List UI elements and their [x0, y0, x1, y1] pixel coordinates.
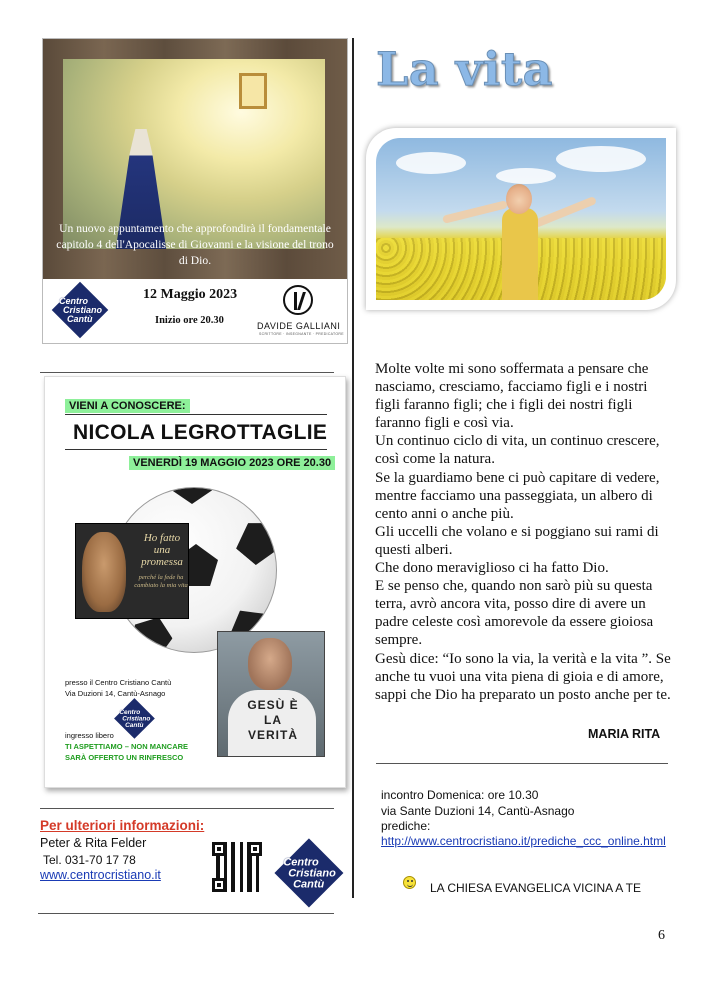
- heavenly-door-icon: [239, 73, 267, 109]
- come-to-meet-label: VIENI A CONOSCERE:: [65, 399, 190, 413]
- qr-code-icon: [212, 842, 262, 892]
- article-photo-frame: [366, 128, 676, 310]
- davide-galliani-logo-icon: [283, 285, 313, 315]
- rule-right: [376, 763, 668, 764]
- event-flyer-apocalisse: [42, 38, 348, 344]
- shirt-text: GESÙ È LA VERITÀ: [247, 698, 299, 742]
- article-paragraph: Gli uccelli che volano e si poggiano sui rami di questi alberi.: [375, 523, 659, 558]
- column-divider: [352, 38, 354, 898]
- contact-phone: Tel. 031-70 17 78: [43, 853, 136, 867]
- free-entry: ingresso libero: [65, 731, 114, 740]
- flyer-rule: [65, 449, 327, 450]
- centro-cristiano-logo: Centro Cristiano Cantù: [276, 840, 342, 906]
- website-link[interactable]: www.centrocristiano.it: [40, 868, 161, 882]
- flyer-caption: Un nuovo appuntamento che approfondirà il fondamentale capitolo 4 dell'Apocalisse di Giovanni e la visione del trono di Dio.: [56, 222, 334, 267]
- centro-cristiano-logo: Centro Cristiano Cantù: [53, 283, 107, 337]
- article-author: MARIA RITA: [588, 727, 661, 741]
- book-subtitle: perché la fede ha cambiato la mia vita: [134, 574, 188, 589]
- flyer-rule: [65, 414, 327, 415]
- sponsor-subtitle: SCRITTORE · INSEGNANTE · PREDICATORE: [259, 332, 344, 336]
- article-paragraph: Molte volte mi sono soffermata a pensare che nasciamo, cresciamo, facciamo figli e i nostri figli faranno figli; che i figli dei nostri figli faranno figli e così via.: [375, 361, 649, 432]
- speaker-name: NICOLA LEGROTTAGLIE: [73, 421, 328, 444]
- article-paragraph: Che dono meraviglioso ci ha fatto Dio.: [375, 560, 609, 577]
- smiley-icon: [403, 876, 416, 889]
- event-datetime: VENERDÌ 19 MAGGIO 2023 ORE 20.30: [129, 456, 335, 470]
- book-cover: [75, 523, 189, 619]
- article-paragraph: Un continuo ciclo di vita, un continuo crescere, così come la natura.: [375, 433, 660, 468]
- girl-in-field-photo: [376, 138, 666, 300]
- rule-left-mid: [40, 808, 334, 809]
- event-date: 12 Maggio 2023: [143, 287, 238, 302]
- article-paragraph: Se la guardiamo bene ci può capitare di vedere, mentre facciamo una passeggiata, un albero di cento anni o anche più.: [375, 469, 660, 522]
- flyer-wood-background: [43, 39, 347, 279]
- book-title: Ho fatto una promessa: [141, 532, 183, 568]
- centro-cristiano-logo: Centro Cristiano Cantù: [115, 699, 154, 738]
- flyer-info-strip: [43, 279, 347, 343]
- event-flyer-legrottaglie: [44, 376, 346, 788]
- rule-left-bottom: [38, 913, 334, 914]
- event-time: Inizio ore 20.30: [155, 315, 224, 326]
- rule-left-top: [40, 372, 334, 373]
- article-paragraph: Gesù dice: “Io sono la via, la verità e la vita ”. Se anche tu vuoi una vita piena di gioia e di amore, sappi che Dio ha preparato un posto anche per te.: [375, 650, 671, 703]
- church-tagline: LA CHIESA EVANGELICA VICINA A TE: [430, 881, 641, 895]
- article-paragraph: E se penso che, quando non sarò più su questa terra, avrò ancora vita, posso dire di avere un padre celeste così amorevole da essere gioiosa sempre.: [375, 578, 654, 649]
- sponsor-name: DAVIDE GALLIANI: [257, 321, 341, 331]
- service-info: incontro Domenica: ore 10.30 via Sante Duzioni 14, Cantù-Asnago prediche:: [381, 788, 575, 833]
- event-address: presso il Centro Cristiano Cantù Via Duzioni 14, Cantù-Asnago: [65, 678, 172, 698]
- article-body: [375, 360, 675, 704]
- sermons-link[interactable]: http://www.centrocristiano.it/prediche_ccc_online.html: [381, 834, 666, 848]
- contact-names: Peter & Rita Felder: [40, 836, 147, 850]
- author-portrait: [82, 532, 126, 612]
- speaker-photo: [217, 631, 325, 757]
- page-number: 6: [658, 928, 665, 943]
- article-title: La vita: [376, 42, 553, 96]
- event-invite: TI ASPETTIAMO – NON MANCARE SARÀ OFFERTO UN RINFRESCO: [65, 742, 189, 762]
- contact-heading: Per ulteriori informazioni:: [40, 818, 205, 833]
